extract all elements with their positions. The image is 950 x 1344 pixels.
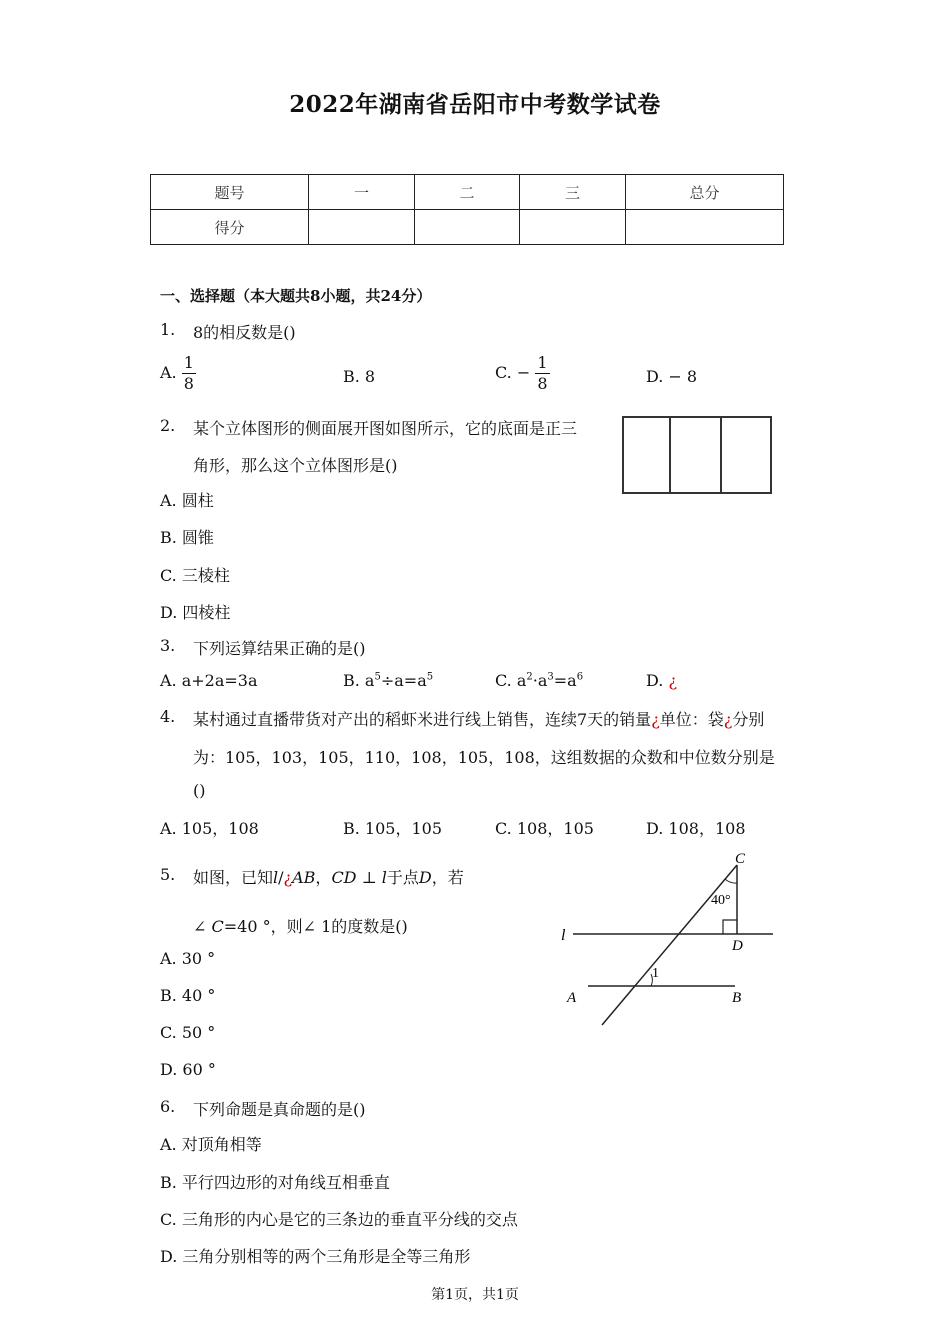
prism-net-figure	[620, 414, 776, 496]
score-table	[150, 174, 784, 245]
option-c: C. 50 °	[160, 1023, 216, 1042]
expr-part: C. a	[495, 671, 527, 690]
option-b: B. 40 °	[160, 986, 216, 1005]
exponent: 2	[526, 671, 533, 683]
broken-glyph: ¿	[651, 710, 660, 729]
option-c: C. 三棱柱	[160, 566, 230, 585]
option-a: A. 对顶角相等	[160, 1135, 262, 1154]
numerator: 1	[183, 353, 194, 372]
option-label: A.	[160, 363, 177, 382]
question-stem-line	[193, 914, 408, 937]
score-table-header-row	[151, 175, 784, 210]
stem-text: 某村通过直播带货对产出的稻虾米进行线上销售，连续7天的销量	[193, 710, 652, 729]
score-header-cell: 二	[415, 175, 520, 210]
option-d	[646, 671, 677, 690]
option-b: B. 圆锥	[160, 528, 214, 547]
score-cell	[309, 210, 415, 245]
question-stem-line	[193, 707, 764, 730]
broken-glyph: ¿	[668, 671, 678, 690]
option-c	[495, 671, 583, 690]
option-a: A. a+2a=3a	[160, 671, 258, 690]
option-d: D. 四棱柱	[160, 603, 231, 622]
score-cell	[520, 210, 626, 245]
score-cell	[415, 210, 520, 245]
option-b: B. 平行四边形的对角线互相垂直	[160, 1173, 390, 1192]
expr-part: B. a	[343, 671, 375, 690]
math-op: /	[278, 868, 284, 887]
expr-part: =a	[553, 671, 577, 690]
broken-glyph: ¿	[283, 868, 293, 887]
question-number: 6.	[160, 1097, 176, 1116]
question-stem-line: 为：105，103，105，110，108，105，108，这组数据的众数和中位数分别是	[193, 748, 775, 767]
label-a: A	[567, 990, 577, 1006]
stem-text: 分别	[732, 710, 765, 729]
option-b	[343, 671, 433, 690]
option-a: A. 30 °	[160, 949, 216, 968]
question-stem-line	[193, 865, 464, 888]
denominator: 8	[183, 374, 194, 393]
stem-text: =40 °，则∠ 1的度数是()	[223, 917, 408, 936]
exponent: 3	[547, 671, 554, 683]
exponent: 5	[426, 671, 434, 683]
net-outline	[623, 417, 771, 493]
angle-c-arc	[725, 879, 737, 883]
option-d: D. 60 °	[160, 1060, 216, 1079]
expr-part: ÷a=a	[380, 671, 427, 690]
question-number: 1.	[160, 320, 176, 339]
stem-text: 如图，已知	[193, 868, 274, 887]
question-number: 5.	[160, 865, 176, 884]
question-stem-line: ()	[193, 781, 206, 800]
section-header: 一、选择题（本大题共8小题，共24分）	[160, 287, 432, 305]
broken-glyph: ¿	[723, 710, 733, 729]
stem-text: 单位：袋	[659, 710, 724, 729]
option-d: D. 三角分别相等的两个三角形是全等三角形	[160, 1247, 471, 1266]
numerator: 1	[537, 353, 548, 372]
math-var: l	[381, 868, 387, 887]
math-var: D	[418, 868, 432, 887]
score-header-cell: 总分	[626, 175, 784, 210]
label-angle-1: 1	[652, 966, 659, 981]
option-d: D. 108，108	[646, 819, 746, 838]
score-row-label: 得分	[151, 210, 309, 245]
question-number: 2.	[160, 416, 176, 435]
page-title: 2022年湖南省岳阳市中考数学试卷	[289, 91, 661, 118]
question-number: 4.	[160, 707, 176, 726]
option-b: B. 105，105	[343, 819, 443, 838]
denominator: 8	[537, 374, 548, 393]
option-c: C. 108，105	[495, 819, 594, 838]
score-header-cell: 题号	[151, 175, 309, 210]
score-header-cell: 三	[520, 175, 626, 210]
option-c: C. 三角形的内心是它的三条边的垂直平分线的交点	[160, 1210, 518, 1229]
math-var: C	[211, 917, 224, 936]
question-stem: 下列运算结果正确的是()	[193, 639, 366, 658]
question-number: 3.	[160, 636, 176, 655]
option-label: D.	[646, 671, 664, 690]
stem-text: ，若	[431, 868, 464, 887]
option-b: B. 8	[343, 367, 376, 386]
option-a: A. 105，108	[160, 819, 259, 838]
math-op: ∠	[193, 917, 212, 936]
stem-text: 于点	[386, 868, 419, 887]
label-c: C	[735, 851, 746, 867]
fraction	[182, 355, 196, 392]
right-angle-mark	[723, 920, 737, 934]
exponent: 5	[374, 671, 381, 683]
math-var: l	[273, 868, 279, 887]
exponent: 6	[576, 671, 584, 683]
expr-part: ·a	[532, 671, 548, 690]
question-stem: 下列命题是真命题的是()	[193, 1100, 366, 1119]
math-var: AB	[292, 868, 316, 887]
option-c	[495, 355, 550, 392]
page-footer: 第1页，共1页	[431, 1287, 519, 1303]
geometry-figure	[555, 845, 780, 1035]
question-stem: 8的相反数是()	[193, 323, 296, 342]
option-label: C. −	[495, 363, 531, 382]
label-angle-40: 40°	[711, 893, 731, 908]
option-a	[160, 355, 196, 392]
label-l: l	[561, 927, 566, 944]
question-stem-line: 角形，那么这个立体图形是()	[193, 456, 398, 475]
fraction	[535, 355, 549, 392]
math-op: ⊥	[356, 868, 382, 887]
score-table-score-row	[151, 210, 784, 245]
score-header-cell: 一	[309, 175, 415, 210]
stem-text: ，	[315, 868, 332, 887]
option-a: A. 圆柱	[160, 491, 214, 510]
label-b: B	[732, 990, 742, 1006]
math-var: CD	[331, 868, 357, 887]
option-d: D. − 8	[646, 367, 698, 386]
label-d: D	[732, 938, 743, 954]
question-stem-line: 某个立体图形的侧面展开图如图所示，它的底面是正三	[193, 419, 578, 438]
score-cell	[626, 210, 784, 245]
transversal-line	[602, 865, 737, 1025]
